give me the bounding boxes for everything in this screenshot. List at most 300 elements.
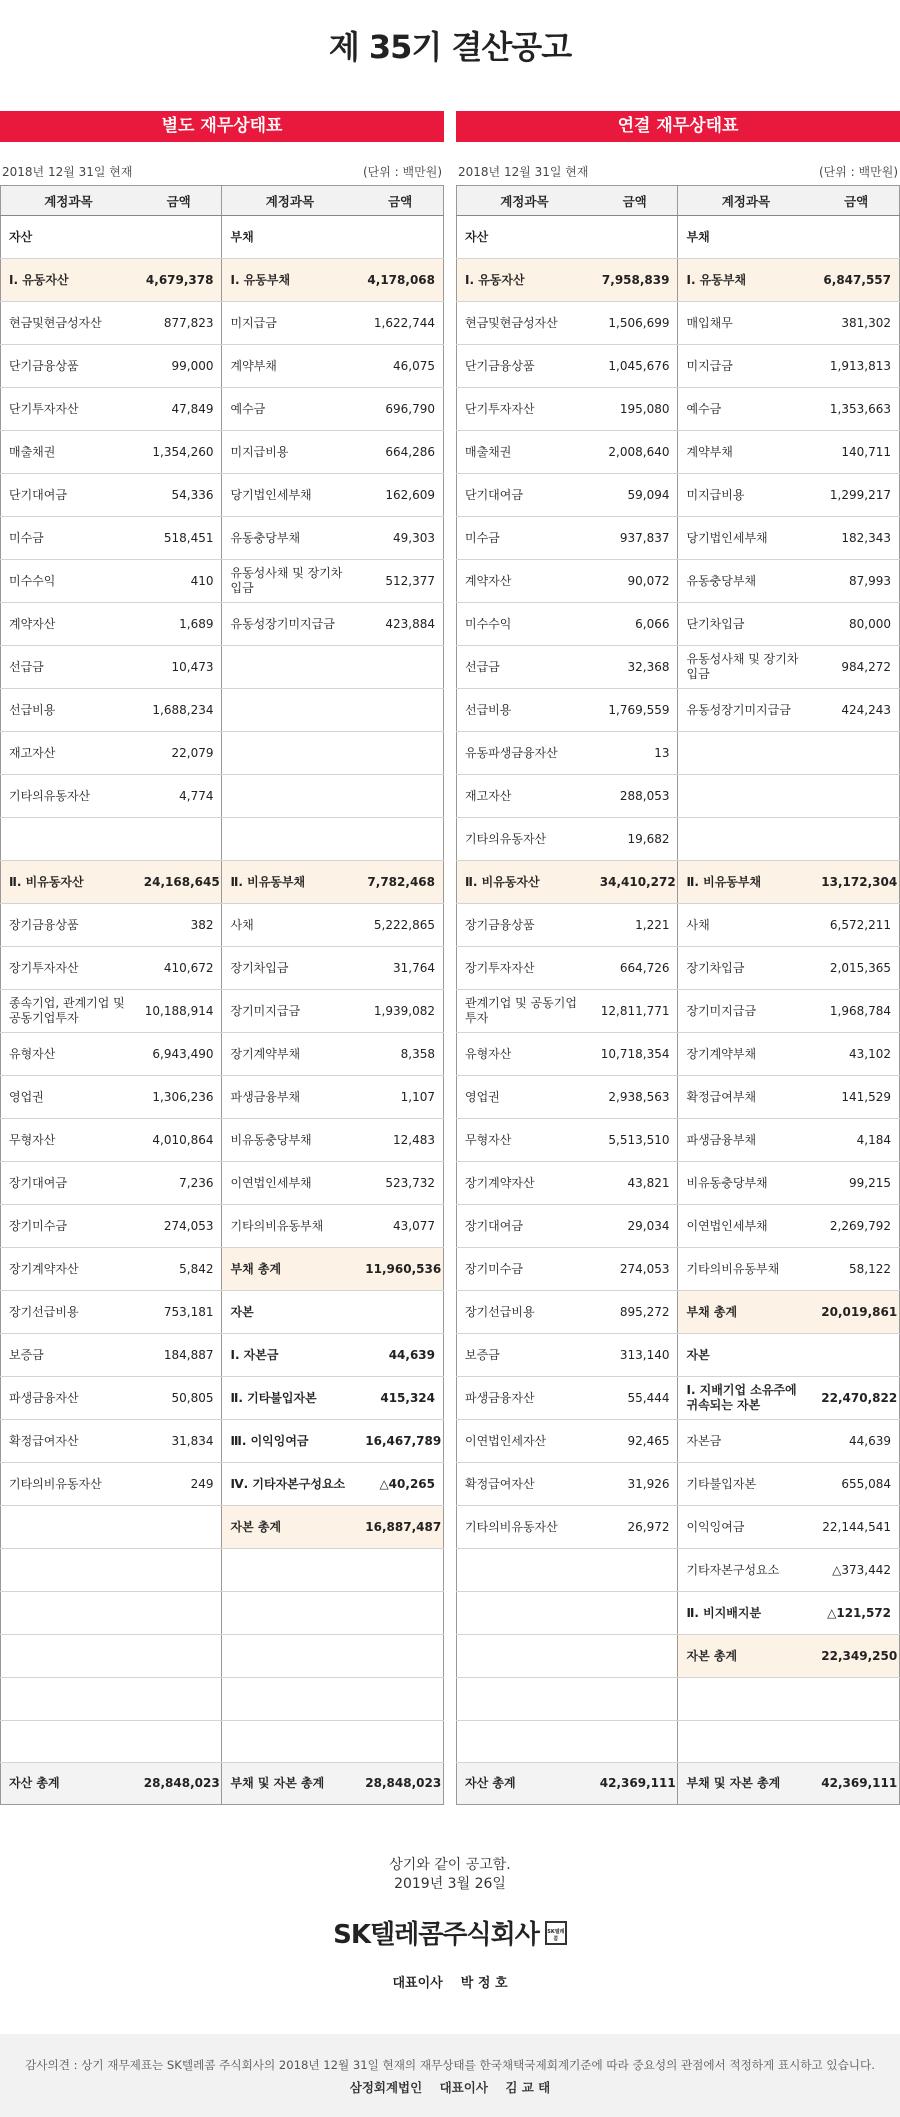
table-row	[1, 1076, 444, 1119]
account-cell: 자본 총계	[678, 1635, 813, 1678]
account-cell: 부채 총계	[678, 1291, 813, 1334]
account-cell: 기타의비유동자산	[1, 1463, 136, 1506]
table-row	[457, 904, 900, 947]
amount-cell	[357, 818, 443, 861]
table-row	[457, 1291, 900, 1334]
table-row	[457, 1162, 900, 1205]
account-cell	[678, 732, 813, 775]
total-label: 자산 총계	[457, 1763, 592, 1805]
amount-cell: 140,711	[813, 431, 899, 474]
table-row	[457, 1205, 900, 1248]
table-row	[1, 1549, 444, 1592]
amount-cell: 381,302	[813, 302, 899, 345]
account-cell: Ⅱ. 비유동부채	[222, 861, 357, 904]
ceo-signature: 대표이사 박 정 호	[392, 1976, 508, 1991]
amount-cell: 31,926	[592, 1463, 678, 1506]
consolidated-banner: 연결 재무상태표	[456, 111, 900, 142]
consolidated-table-header	[457, 186, 900, 216]
amount-cell	[357, 216, 443, 259]
consolidated-table-body	[457, 216, 900, 1805]
account-cell	[222, 646, 357, 689]
amount-cell: 313,140	[592, 1334, 678, 1377]
account-cell	[1, 1721, 136, 1763]
amount-cell	[357, 1549, 443, 1592]
account-cell: 계약자산	[1, 603, 136, 646]
audit-opinion-text: 감사의견 : 상기 재무제표는 SK텔레콤 주식회사의 2018년 12월 31일 현재의 재무상태를 한국채택국제회계기준에 따라 중요성의 관점에서 적정하게 표시하고 있습니다.	[25, 2058, 875, 2072]
table-row	[457, 861, 900, 904]
account-cell: 단기투자자산	[457, 388, 592, 431]
table-row	[457, 1420, 900, 1463]
table-row	[457, 603, 900, 646]
account-cell	[222, 818, 357, 861]
amount-cell: 696,790	[357, 388, 443, 431]
table-row	[457, 1033, 900, 1076]
amount-cell: 80,000	[813, 603, 899, 646]
amount-cell	[357, 1592, 443, 1635]
table-row	[1, 1119, 444, 1162]
amount-cell: 99,000	[136, 345, 222, 388]
amount-cell: 31,834	[136, 1420, 222, 1463]
amount-cell: 22,079	[136, 732, 222, 775]
amount-cell: 2,269,792	[813, 1205, 899, 1248]
account-cell: 부채	[678, 216, 813, 259]
col-header-amount: 금액	[592, 186, 678, 216]
amount-cell	[136, 818, 222, 861]
account-cell: 장기선급비용	[1, 1291, 136, 1334]
amount-cell: 4,178,068	[357, 259, 443, 302]
amount-cell: 1,306,236	[136, 1076, 222, 1119]
account-cell	[1, 1506, 136, 1549]
account-cell: 현금및현금성자산	[1, 302, 136, 345]
account-cell: 유동충당부채	[678, 560, 813, 603]
account-cell: 이연법인세부채	[678, 1205, 813, 1248]
table-row	[457, 345, 900, 388]
account-cell: 선급금	[457, 646, 592, 689]
account-cell: 미수수익	[457, 603, 592, 646]
amount-cell: 49,303	[357, 517, 443, 560]
table-row	[457, 1635, 900, 1678]
table-row	[457, 431, 900, 474]
account-cell: 자산	[457, 216, 592, 259]
table-row	[1, 603, 444, 646]
account-cell: 보증금	[1, 1334, 136, 1377]
account-cell: 장기미수금	[1, 1205, 136, 1248]
consolidated-unit: (단위 : 백만원)	[819, 165, 898, 179]
account-cell: 미수수익	[1, 560, 136, 603]
table-row	[457, 259, 900, 302]
amount-cell: 55,444	[592, 1377, 678, 1420]
amount-cell: 34,410,272	[592, 861, 678, 904]
company-seal-icon: SK텔레콤	[545, 1921, 567, 1945]
separate-banner: 별도 재무상태표	[0, 111, 444, 142]
amount-cell: 99,215	[813, 1162, 899, 1205]
table-row	[457, 1549, 900, 1592]
amount-cell: 24,168,645	[136, 861, 222, 904]
amount-cell: 182,343	[813, 517, 899, 560]
table-row	[1, 947, 444, 990]
table-row	[1, 216, 444, 259]
amount-cell: 1,107	[357, 1076, 443, 1119]
table-row	[1, 732, 444, 775]
account-cell: 장기투자자산	[457, 947, 592, 990]
total-label: 부채 및 자본 총계	[678, 1763, 813, 1805]
account-cell: 매출채권	[457, 431, 592, 474]
table-row	[1, 302, 444, 345]
amount-cell: 31,764	[357, 947, 443, 990]
amount-cell: 664,286	[357, 431, 443, 474]
col-header-amount: 금액	[136, 186, 222, 216]
amount-cell	[136, 1678, 222, 1721]
amount-cell: 382	[136, 904, 222, 947]
table-row	[457, 1334, 900, 1377]
account-cell: 부채	[222, 216, 357, 259]
account-cell	[678, 775, 813, 818]
amount-cell: 26,972	[592, 1506, 678, 1549]
amount-cell: 1,506,699	[592, 302, 678, 345]
account-cell: 자산	[1, 216, 136, 259]
account-cell	[678, 1721, 813, 1763]
account-cell: 당기법인세부채	[222, 474, 357, 517]
amount-cell: 1,622,744	[357, 302, 443, 345]
account-cell: Ⅰ. 유동자산	[457, 259, 592, 302]
amount-cell	[592, 1635, 678, 1678]
account-cell: 미지급비용	[678, 474, 813, 517]
announcement-footer	[0, 1856, 900, 1894]
table-row	[457, 732, 900, 775]
table-row	[1, 1334, 444, 1377]
account-cell	[1, 1592, 136, 1635]
amount-cell: 29,034	[592, 1205, 678, 1248]
account-cell: 재고자산	[457, 775, 592, 818]
amount-cell: 22,470,822	[813, 1377, 899, 1420]
separate-table-body	[1, 216, 444, 1805]
account-cell	[1, 1678, 136, 1721]
account-cell: Ⅰ. 유동부채	[678, 259, 813, 302]
amount-cell: 1,354,260	[136, 431, 222, 474]
table-row	[457, 1248, 900, 1291]
amount-cell: 58,122	[813, 1248, 899, 1291]
table-row	[1, 689, 444, 732]
table-row	[1, 1678, 444, 1721]
amount-cell	[357, 732, 443, 775]
account-cell: 장기금융상품	[457, 904, 592, 947]
account-cell	[457, 1635, 592, 1678]
account-cell	[1, 818, 136, 861]
account-cell: 예수금	[678, 388, 813, 431]
account-cell: 관계기업 및 공동기업투자	[457, 990, 592, 1033]
amount-cell	[136, 1635, 222, 1678]
account-cell: Ⅳ. 기타자본구성요소	[222, 1463, 357, 1506]
auditor-signature: 삼정회계법인 대표이사 김 교 태	[349, 2080, 551, 2095]
amount-cell: 753,181	[136, 1291, 222, 1334]
account-cell: 계약부채	[678, 431, 813, 474]
account-cell: 단기대여금	[1, 474, 136, 517]
account-cell: 종속기업, 관계기업 및 공동기업투자	[1, 990, 136, 1033]
account-cell: Ⅱ. 기타불입자본	[222, 1377, 357, 1420]
table-row	[457, 1721, 900, 1763]
account-cell: 미지급금	[678, 345, 813, 388]
table-row	[1, 431, 444, 474]
account-cell: 선급비용	[1, 689, 136, 732]
table-row	[1, 345, 444, 388]
amount-cell: 4,010,864	[136, 1119, 222, 1162]
account-cell: 유동성사채 및 장기차입금	[222, 560, 357, 603]
account-cell: 기타의유동자산	[457, 818, 592, 861]
announcement-text: 상기와 같이 공고함.	[389, 1857, 511, 1873]
table-row	[457, 1119, 900, 1162]
amount-cell: 7,782,468	[357, 861, 443, 904]
total-row	[1, 1763, 444, 1805]
account-cell: 사채	[678, 904, 813, 947]
amount-cell	[592, 1549, 678, 1592]
account-cell: 기타의비유동자산	[457, 1506, 592, 1549]
col-header-account: 계정과목	[222, 186, 357, 216]
table-row	[1, 1033, 444, 1076]
consolidated-date: 2018년 12월 31일 현재	[458, 165, 589, 179]
amount-cell: 162,609	[357, 474, 443, 517]
account-cell: 장기계약부채	[678, 1033, 813, 1076]
amount-cell: 6,943,490	[136, 1033, 222, 1076]
account-cell: 유동충당부채	[222, 517, 357, 560]
amount-cell	[136, 216, 222, 259]
account-cell: 장기계약부채	[222, 1033, 357, 1076]
account-cell	[678, 818, 813, 861]
amount-cell: 43,102	[813, 1033, 899, 1076]
account-cell: 매입채무	[678, 302, 813, 345]
account-cell: 파생금융부채	[678, 1119, 813, 1162]
amount-cell: 184,887	[136, 1334, 222, 1377]
amount-cell	[136, 1592, 222, 1635]
amount-cell	[357, 775, 443, 818]
amount-cell: 410	[136, 560, 222, 603]
account-cell: 미지급비용	[222, 431, 357, 474]
account-cell: 자본금	[678, 1420, 813, 1463]
amount-cell: 8,358	[357, 1033, 443, 1076]
table-row	[1, 646, 444, 689]
amount-cell: 1,688,234	[136, 689, 222, 732]
amount-cell: 2,008,640	[592, 431, 678, 474]
account-cell: Ⅱ. 비유동자산	[1, 861, 136, 904]
amount-cell	[813, 216, 899, 259]
amount-cell	[357, 646, 443, 689]
amount-cell: 19,682	[592, 818, 678, 861]
table-row	[457, 1678, 900, 1721]
account-cell: 단기투자자산	[1, 388, 136, 431]
table-row	[457, 1463, 900, 1506]
table-row	[1, 1592, 444, 1635]
account-cell: 파생금융자산	[1, 1377, 136, 1420]
amount-cell	[357, 689, 443, 732]
table-row	[1, 259, 444, 302]
amount-cell: 54,336	[136, 474, 222, 517]
table-row	[1, 1420, 444, 1463]
amount-cell: 22,349,250	[813, 1635, 899, 1678]
account-cell: 장기미지급금	[222, 990, 357, 1033]
amount-cell: 1,913,813	[813, 345, 899, 388]
amount-cell	[136, 1549, 222, 1592]
account-cell: 이연법인세부채	[222, 1162, 357, 1205]
table-row	[1, 1463, 444, 1506]
amount-cell: 47,849	[136, 388, 222, 431]
table-row	[457, 517, 900, 560]
account-cell: 보증금	[457, 1334, 592, 1377]
amount-cell: 2,938,563	[592, 1076, 678, 1119]
total-amount: 42,369,111	[813, 1763, 899, 1805]
account-cell: Ⅰ. 유동자산	[1, 259, 136, 302]
table-row	[1, 1721, 444, 1763]
account-cell	[457, 1721, 592, 1763]
amount-cell: 1,221	[592, 904, 678, 947]
account-cell	[678, 1678, 813, 1721]
account-cell: 무형자산	[1, 1119, 136, 1162]
account-cell	[222, 1635, 357, 1678]
amount-cell: 141,529	[813, 1076, 899, 1119]
account-cell: 장기대여금	[457, 1205, 592, 1248]
separate-table-header	[1, 186, 444, 216]
table-row	[457, 775, 900, 818]
amount-cell	[592, 216, 678, 259]
account-cell: 비유동충당부채	[678, 1162, 813, 1205]
col-header-account: 계정과목	[1, 186, 136, 216]
company-name	[0, 1914, 900, 1951]
table-row	[1, 775, 444, 818]
amount-cell: 16,887,487	[357, 1506, 443, 1549]
account-cell: 장기계약자산	[1, 1248, 136, 1291]
account-cell: 영업권	[1, 1076, 136, 1119]
amount-cell: 5,842	[136, 1248, 222, 1291]
account-cell: 이익잉여금	[678, 1506, 813, 1549]
amount-cell: △40,265	[357, 1463, 443, 1506]
account-cell: 계약자산	[457, 560, 592, 603]
amount-cell: 43,077	[357, 1205, 443, 1248]
account-cell: 단기금융상품	[457, 345, 592, 388]
account-cell: Ⅱ. 비지배지분	[678, 1592, 813, 1635]
account-cell: 자본	[678, 1334, 813, 1377]
amount-cell: 1,353,663	[813, 388, 899, 431]
amount-cell: 46,075	[357, 345, 443, 388]
account-cell: 유동성사채 및 장기차입금	[678, 646, 813, 689]
account-cell: 단기금융상품	[1, 345, 136, 388]
amount-cell: 7,958,839	[592, 259, 678, 302]
account-cell	[222, 1549, 357, 1592]
amount-cell: 423,884	[357, 603, 443, 646]
account-cell	[222, 732, 357, 775]
amount-cell: 195,080	[592, 388, 678, 431]
amount-cell: 1,299,217	[813, 474, 899, 517]
amount-cell: 13	[592, 732, 678, 775]
table-row	[1, 560, 444, 603]
table-row	[457, 302, 900, 345]
account-cell	[457, 1678, 592, 1721]
amount-cell: 92,465	[592, 1420, 678, 1463]
account-cell: Ⅱ. 비유동부채	[678, 861, 813, 904]
amount-cell: 274,053	[592, 1248, 678, 1291]
amount-cell: 5,513,510	[592, 1119, 678, 1162]
amount-cell	[136, 1506, 222, 1549]
amount-cell: 1,045,676	[592, 345, 678, 388]
total-amount: 42,369,111	[592, 1763, 678, 1805]
table-row	[457, 1592, 900, 1635]
amount-cell: 90,072	[592, 560, 678, 603]
amount-cell	[357, 1635, 443, 1678]
table-row	[457, 990, 900, 1033]
account-cell: 장기계약자산	[457, 1162, 592, 1205]
account-cell	[457, 1592, 592, 1635]
table-row	[1, 904, 444, 947]
amount-cell: 13,172,304	[813, 861, 899, 904]
account-cell: 장기대여금	[1, 1162, 136, 1205]
account-cell: 유동성장기미지급금	[222, 603, 357, 646]
separate-balance-sheet	[0, 111, 444, 1805]
account-cell: 유형자산	[1, 1033, 136, 1076]
account-cell	[222, 1678, 357, 1721]
amount-cell: 4,774	[136, 775, 222, 818]
account-cell: 당기법인세부채	[678, 517, 813, 560]
table-row	[1, 1506, 444, 1549]
table-row	[457, 646, 900, 689]
table-row	[457, 1076, 900, 1119]
amount-cell: 12,483	[357, 1119, 443, 1162]
account-cell	[457, 1549, 592, 1592]
col-header-amount: 금액	[357, 186, 443, 216]
amount-cell: 87,993	[813, 560, 899, 603]
account-cell: 기타의비유동부채	[678, 1248, 813, 1291]
amount-cell	[813, 1334, 899, 1377]
table-row	[1, 990, 444, 1033]
amount-cell: △373,442	[813, 1549, 899, 1592]
total-row	[457, 1763, 900, 1805]
amount-cell: 523,732	[357, 1162, 443, 1205]
account-cell: 기타불입자본	[678, 1463, 813, 1506]
table-row	[457, 1506, 900, 1549]
account-cell: 파생금융자산	[457, 1377, 592, 1420]
amount-cell: 44,639	[813, 1420, 899, 1463]
audit-opinion	[0, 2034, 900, 2117]
account-cell: 확정급여자산	[457, 1463, 592, 1506]
account-cell: 미수금	[457, 517, 592, 560]
account-cell: 장기투자자산	[1, 947, 136, 990]
amount-cell: 20,019,861	[813, 1291, 899, 1334]
amount-cell: 10,188,914	[136, 990, 222, 1033]
account-cell: 장기선급비용	[457, 1291, 592, 1334]
amount-cell: 4,679,378	[136, 259, 222, 302]
amount-cell	[813, 818, 899, 861]
account-cell: Ⅰ. 유동부채	[222, 259, 357, 302]
amount-cell: 43,821	[592, 1162, 678, 1205]
table-row	[457, 818, 900, 861]
table-row	[1, 1291, 444, 1334]
account-cell: 장기차입금	[678, 947, 813, 990]
account-cell: 선급금	[1, 646, 136, 689]
consolidated-balance-sheet	[456, 111, 900, 1805]
amount-cell: 937,837	[592, 517, 678, 560]
account-cell: 예수금	[222, 388, 357, 431]
amount-cell	[357, 1291, 443, 1334]
account-cell: 영업권	[457, 1076, 592, 1119]
total-amount: 28,848,023	[357, 1763, 443, 1805]
amount-cell: △121,572	[813, 1592, 899, 1635]
amount-cell: 32,368	[592, 646, 678, 689]
amount-cell: 5,222,865	[357, 904, 443, 947]
consolidated-table	[456, 185, 900, 1805]
account-cell: 유형자산	[457, 1033, 592, 1076]
amount-cell	[357, 1721, 443, 1763]
amount-cell	[813, 775, 899, 818]
amount-cell	[592, 1721, 678, 1763]
account-cell: 현금및현금성자산	[457, 302, 592, 345]
account-cell: 미지급금	[222, 302, 357, 345]
account-cell	[222, 1721, 357, 1763]
